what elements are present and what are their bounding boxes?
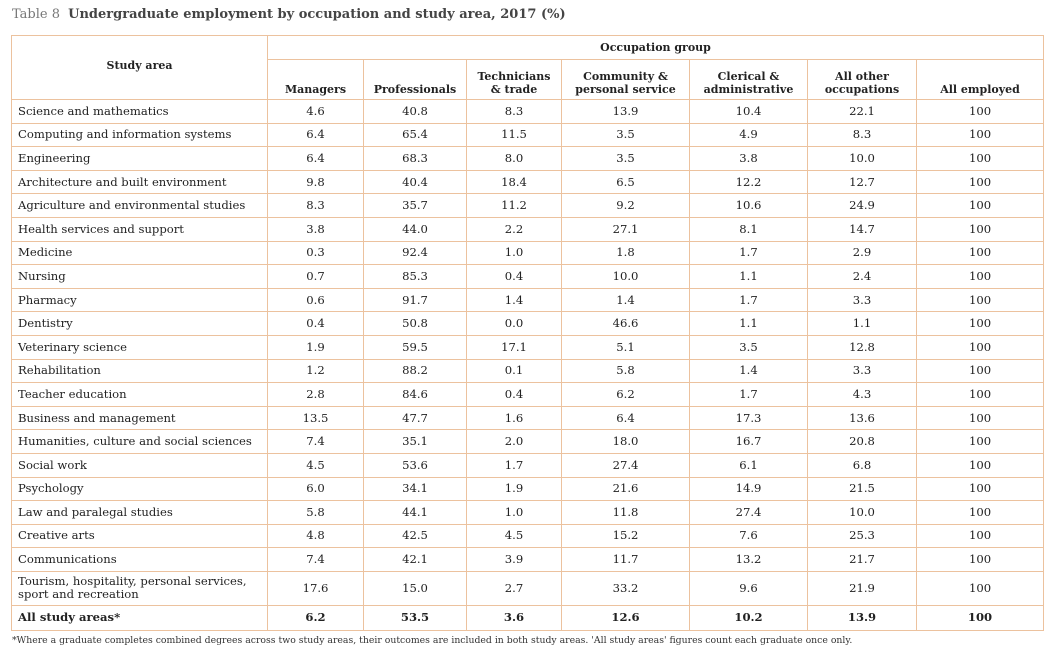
value-cell: 11.5 (467, 123, 562, 147)
value-cell: 50.8 (364, 312, 467, 336)
value-cell: 8.0 (467, 147, 562, 171)
value-cell: 7.4 (268, 430, 364, 454)
value-cell: 27.4 (690, 501, 808, 525)
value-cell: 40.4 (364, 170, 467, 194)
value-cell: 100 (917, 194, 1044, 218)
table-row (12, 548, 1044, 572)
table-row (12, 217, 1044, 241)
value-cell: 46.6 (562, 312, 690, 336)
value-cell: 53.6 (364, 453, 467, 477)
value-cell: 84.6 (364, 383, 467, 407)
value-cell: 1.9 (467, 477, 562, 501)
table-row (12, 100, 1044, 124)
value-cell: 4.6 (268, 100, 364, 124)
value-cell: 100 (917, 312, 1044, 336)
value-cell: 11.8 (562, 501, 690, 525)
value-cell: 100 (917, 217, 1044, 241)
value-cell: 10.0 (808, 501, 917, 525)
study-area-cell: Health services and support (12, 217, 268, 241)
value-cell: 7.4 (268, 548, 364, 572)
value-cell: 100 (917, 147, 1044, 171)
value-cell: 1.7 (690, 241, 808, 265)
value-cell: 0.4 (467, 265, 562, 289)
value-cell: 100 (917, 241, 1044, 265)
table-row (12, 453, 1044, 477)
value-cell: 3.3 (808, 288, 917, 312)
value-cell: 3.5 (562, 147, 690, 171)
value-cell: 4.8 (268, 524, 364, 548)
study-area-cell: Psychology (12, 477, 268, 501)
value-cell: 27.4 (562, 453, 690, 477)
value-cell: 9.2 (562, 194, 690, 218)
value-cell: 13.9 (562, 100, 690, 124)
value-cell: 2.0 (467, 430, 562, 454)
value-cell: 6.5 (562, 170, 690, 194)
value-cell: 13.9 (808, 605, 917, 630)
value-cell: 100 (917, 335, 1044, 359)
value-cell: 100 (917, 453, 1044, 477)
value-cell: 6.2 (562, 383, 690, 407)
value-cell: 8.1 (690, 217, 808, 241)
value-cell: 100 (917, 170, 1044, 194)
value-cell: 9.6 (690, 571, 808, 605)
value-cell: 2.8 (268, 383, 364, 407)
value-cell: 1.7 (690, 383, 808, 407)
value-cell: 14.7 (808, 217, 917, 241)
value-cell: 4.5 (268, 453, 364, 477)
column-header: Technicians & trade (467, 60, 562, 100)
value-cell: 100 (917, 123, 1044, 147)
table-row (12, 170, 1044, 194)
value-cell: 0.1 (467, 359, 562, 383)
value-cell: 35.7 (364, 194, 467, 218)
study-area-cell: Social work (12, 453, 268, 477)
value-cell: 1.4 (562, 288, 690, 312)
value-cell: 42.1 (364, 548, 467, 572)
value-cell: 24.9 (808, 194, 917, 218)
value-cell: 91.7 (364, 288, 467, 312)
value-cell: 10.6 (690, 194, 808, 218)
value-cell: 100 (917, 477, 1044, 501)
value-cell: 21.7 (808, 548, 917, 572)
value-cell: 44.0 (364, 217, 467, 241)
value-cell: 1.9 (268, 335, 364, 359)
study-area-cell: Agriculture and environmental studies (12, 194, 268, 218)
value-cell: 18.0 (562, 430, 690, 454)
value-cell: 8.3 (808, 123, 917, 147)
value-cell: 13.2 (690, 548, 808, 572)
value-cell: 17.3 (690, 406, 808, 430)
study-area-cell: Dentistry (12, 312, 268, 336)
value-cell: 7.6 (690, 524, 808, 548)
value-cell: 4.3 (808, 383, 917, 407)
value-cell: 100 (917, 406, 1044, 430)
value-cell: 21.6 (562, 477, 690, 501)
study-area-cell: Pharmacy (12, 288, 268, 312)
total-row (12, 605, 1044, 630)
study-area-cell: Nursing (12, 265, 268, 289)
value-cell: 13.6 (808, 406, 917, 430)
value-cell: 1.7 (690, 288, 808, 312)
table-row (12, 406, 1044, 430)
value-cell: 5.1 (562, 335, 690, 359)
value-cell: 3.8 (268, 217, 364, 241)
column-header: Managers (268, 60, 364, 100)
value-cell: 0.7 (268, 265, 364, 289)
value-cell: 34.1 (364, 477, 467, 501)
value-cell: 3.6 (467, 605, 562, 630)
value-cell: 21.9 (808, 571, 917, 605)
value-cell: 2.7 (467, 571, 562, 605)
value-cell: 0.4 (467, 383, 562, 407)
study-area-cell: Medicine (12, 241, 268, 265)
value-cell: 100 (917, 359, 1044, 383)
value-cell: 11.2 (467, 194, 562, 218)
study-area-cell: Tourism, hospitality, personal services, sport and recreation (12, 571, 268, 605)
study-area-cell: Veterinary science (12, 335, 268, 359)
column-header: Clerical & administrative (690, 60, 808, 100)
study-area-cell: Engineering (12, 147, 268, 171)
value-cell: 100 (917, 571, 1044, 605)
value-cell: 8.3 (268, 194, 364, 218)
value-cell: 2.9 (808, 241, 917, 265)
value-cell: 3.9 (467, 548, 562, 572)
value-cell: 1.8 (562, 241, 690, 265)
value-cell: 15.2 (562, 524, 690, 548)
table-title-text: Undergraduate employment by occupation and study area, 2017 (%) (68, 7, 566, 22)
value-cell: 10.4 (690, 100, 808, 124)
value-cell: 21.5 (808, 477, 917, 501)
value-cell: 20.8 (808, 430, 917, 454)
value-cell: 6.2 (268, 605, 364, 630)
value-cell: 1.1 (690, 312, 808, 336)
value-cell: 8.3 (467, 100, 562, 124)
value-cell: 1.4 (467, 288, 562, 312)
value-cell: 17.6 (268, 571, 364, 605)
value-cell: 40.8 (364, 100, 467, 124)
value-cell: 100 (917, 430, 1044, 454)
value-cell: 3.8 (690, 147, 808, 171)
value-cell: 85.3 (364, 265, 467, 289)
table-row (12, 265, 1044, 289)
table-row (12, 524, 1044, 548)
value-cell: 59.5 (364, 335, 467, 359)
table-title (12, 7, 566, 22)
value-cell: 3.5 (690, 335, 808, 359)
value-cell: 0.3 (268, 241, 364, 265)
study-area-cell: Law and paralegal studies (12, 501, 268, 525)
value-cell: 68.3 (364, 147, 467, 171)
value-cell: 88.2 (364, 359, 467, 383)
column-header: Professionals (364, 60, 467, 100)
value-cell: 10.2 (690, 605, 808, 630)
value-cell: 3.5 (562, 123, 690, 147)
value-cell: 65.4 (364, 123, 467, 147)
value-cell: 6.0 (268, 477, 364, 501)
value-cell: 0.6 (268, 288, 364, 312)
value-cell: 92.4 (364, 241, 467, 265)
table-row (12, 571, 1044, 605)
table-row (12, 194, 1044, 218)
value-cell: 1.1 (808, 312, 917, 336)
value-cell: 3.3 (808, 359, 917, 383)
value-cell: 100 (917, 265, 1044, 289)
value-cell: 0.0 (467, 312, 562, 336)
table-row (12, 430, 1044, 454)
value-cell: 9.8 (268, 170, 364, 194)
value-cell: 15.0 (364, 571, 467, 605)
table-row (12, 241, 1044, 265)
value-cell: 6.4 (562, 406, 690, 430)
value-cell: 1.4 (690, 359, 808, 383)
value-cell: 2.4 (808, 265, 917, 289)
study-area-cell: Humanities, culture and social sciences (12, 430, 268, 454)
value-cell: 16.7 (690, 430, 808, 454)
value-cell: 4.9 (690, 123, 808, 147)
value-cell: 47.7 (364, 406, 467, 430)
study-area-cell: Architecture and built environment (12, 170, 268, 194)
footnote: *Where a graduate completes combined degrees across two study areas, their outcomes are included in both study areas. 'All study areas' figures count each graduate once only. (12, 635, 853, 646)
value-cell: 44.1 (364, 501, 467, 525)
value-cell: 5.8 (268, 501, 364, 525)
study-area-cell: Science and mathematics (12, 100, 268, 124)
value-cell: 12.6 (562, 605, 690, 630)
value-cell: 100 (917, 548, 1044, 572)
value-cell: 6.8 (808, 453, 917, 477)
value-cell: 1.7 (467, 453, 562, 477)
value-cell: 5.8 (562, 359, 690, 383)
value-cell: 33.2 (562, 571, 690, 605)
value-cell: 14.9 (690, 477, 808, 501)
table-row (12, 359, 1044, 383)
value-cell: 1.0 (467, 501, 562, 525)
value-cell: 12.7 (808, 170, 917, 194)
value-cell: 22.1 (808, 100, 917, 124)
value-cell: 1.1 (690, 265, 808, 289)
value-cell: 0.4 (268, 312, 364, 336)
table-row (12, 288, 1044, 312)
study-area-cell: Creative arts (12, 524, 268, 548)
table-row (12, 335, 1044, 359)
study-area-cell: Teacher education (12, 383, 268, 407)
value-cell: 100 (917, 605, 1044, 630)
study-area-cell: Computing and information systems (12, 123, 268, 147)
value-cell: 18.4 (467, 170, 562, 194)
value-cell: 100 (917, 501, 1044, 525)
study-area-cell: Communications (12, 548, 268, 572)
value-cell: 53.5 (364, 605, 467, 630)
column-header: All other occupations (808, 60, 917, 100)
value-cell: 10.0 (808, 147, 917, 171)
table-row (12, 147, 1044, 171)
occupation-group-header: Occupation group (268, 36, 1044, 60)
value-cell: 11.7 (562, 548, 690, 572)
value-cell: 6.4 (268, 147, 364, 171)
value-cell: 25.3 (808, 524, 917, 548)
column-header: All employed (917, 60, 1044, 100)
table-number: Table 8 (12, 7, 60, 22)
value-cell: 27.1 (562, 217, 690, 241)
study-area-cell: All study areas* (12, 605, 268, 630)
employment-table (11, 35, 1044, 631)
value-cell: 100 (917, 288, 1044, 312)
table-row (12, 312, 1044, 336)
value-cell: 2.2 (467, 217, 562, 241)
value-cell: 1.6 (467, 406, 562, 430)
table-body (12, 100, 1044, 631)
value-cell: 1.0 (467, 241, 562, 265)
value-cell: 13.5 (268, 406, 364, 430)
table-row (12, 123, 1044, 147)
value-cell: 100 (917, 383, 1044, 407)
value-cell: 12.8 (808, 335, 917, 359)
study-area-cell: Rehabilitation (12, 359, 268, 383)
study-area-header: Study area (12, 36, 268, 100)
value-cell: 4.5 (467, 524, 562, 548)
study-area-cell: Business and management (12, 406, 268, 430)
value-cell: 6.1 (690, 453, 808, 477)
value-cell: 42.5 (364, 524, 467, 548)
value-cell: 1.2 (268, 359, 364, 383)
value-cell: 100 (917, 100, 1044, 124)
value-cell: 35.1 (364, 430, 467, 454)
table-row (12, 383, 1044, 407)
value-cell: 17.1 (467, 335, 562, 359)
value-cell: 100 (917, 524, 1044, 548)
value-cell: 12.2 (690, 170, 808, 194)
column-header: Community & personal service (562, 60, 690, 100)
value-cell: 10.0 (562, 265, 690, 289)
table-row (12, 477, 1044, 501)
value-cell: 6.4 (268, 123, 364, 147)
table-row (12, 501, 1044, 525)
